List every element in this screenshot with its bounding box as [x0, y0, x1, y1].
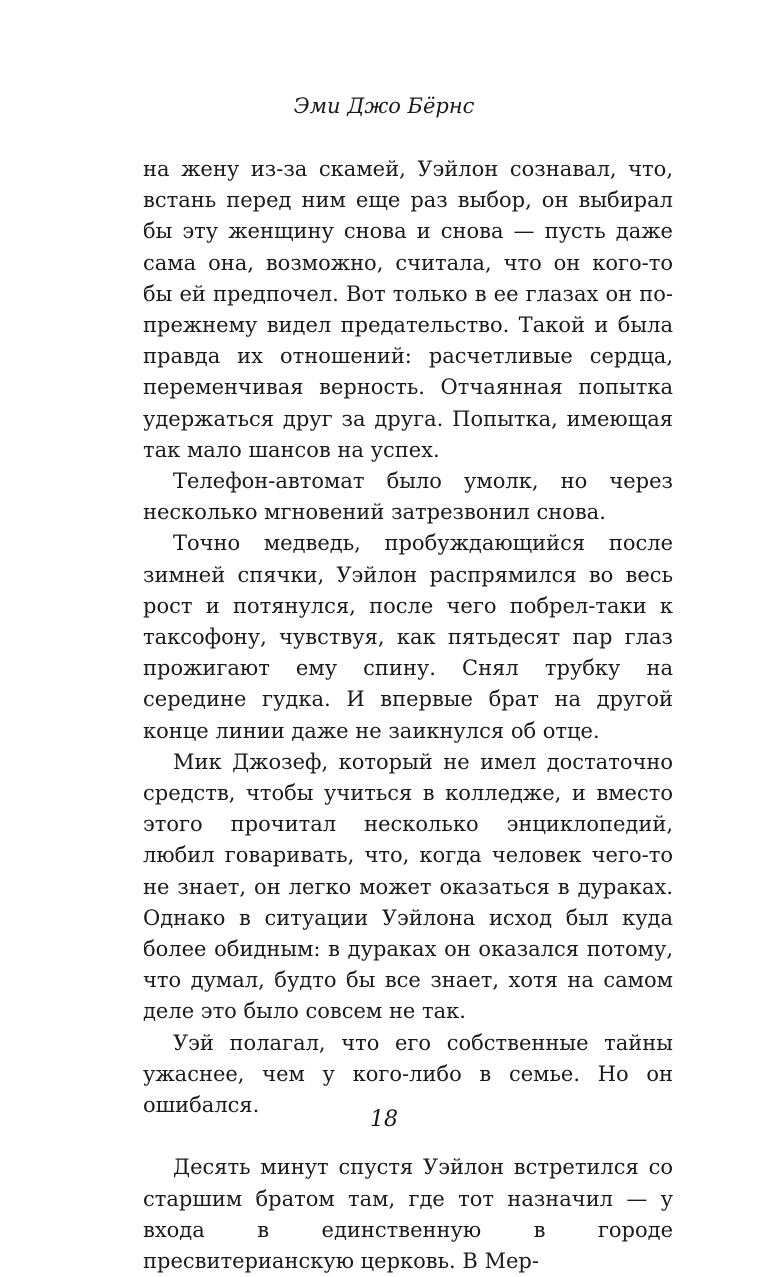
paragraph: Телефон-автомат было умолк, но через несколько мгновений затрезвонил снова. — [143, 469, 673, 525]
paragraph: Десять минут спустя Уэйлон встретился со старшим братом там, где тот назначил — у входа в единственную в городе пресвитерианскую церковь. В Мер- — [143, 1155, 673, 1273]
paragraph: Уэй полагал, что его собственные тайны ужаснее, чем у кого-либо в семье. Но он ошибался. — [143, 1030, 673, 1118]
running-head-author: Эми Джо Бёрнс — [293, 94, 475, 118]
page-number: 18 — [370, 1107, 398, 1132]
paragraph-continued: на жену из-за скамей, Уэйлон сознавал, что, встань перед ним еще раз выбор, он выбирал бы эту женщину снова и снова — пусть даже сама она, возможно, считала, что он кого-то бы ей предпочел. Вот только в ее глазах он по-прежнему видел предательство. Такой и была правда их отношений: расчетливые сердца, переменчивая верность. Отчаянная попытка удержаться друг за друга. Попытка, имеющая так мало шансов на успех. — [143, 157, 673, 462]
paragraph: Точно медведь, пробуждающийся после зимней спячки, Уэйлон распрямился во весь рост и потянулся, после чего побрел-таки к таксофону, чувствуя, как пятьдесят пар глаз прожигают ему спину. Снял трубку на середине гудка. И впервые брат на другой конце линии даже не заикнулся об отце. — [143, 531, 673, 743]
paragraph: Мик Джозеф, который не имел достаточно средств, чтобы учиться в колледже, и вместо этого прочитал несколько энциклопедий, любил говаривать, что, когда человек чего-то не знает, он легко может оказаться в дураках. Однако в ситуации Уэйлона исход был куда более обидным: в дураках он оказался потому, что думал, будто бы все знает, хотя на самом деле это было совсем не так. — [143, 749, 673, 1024]
